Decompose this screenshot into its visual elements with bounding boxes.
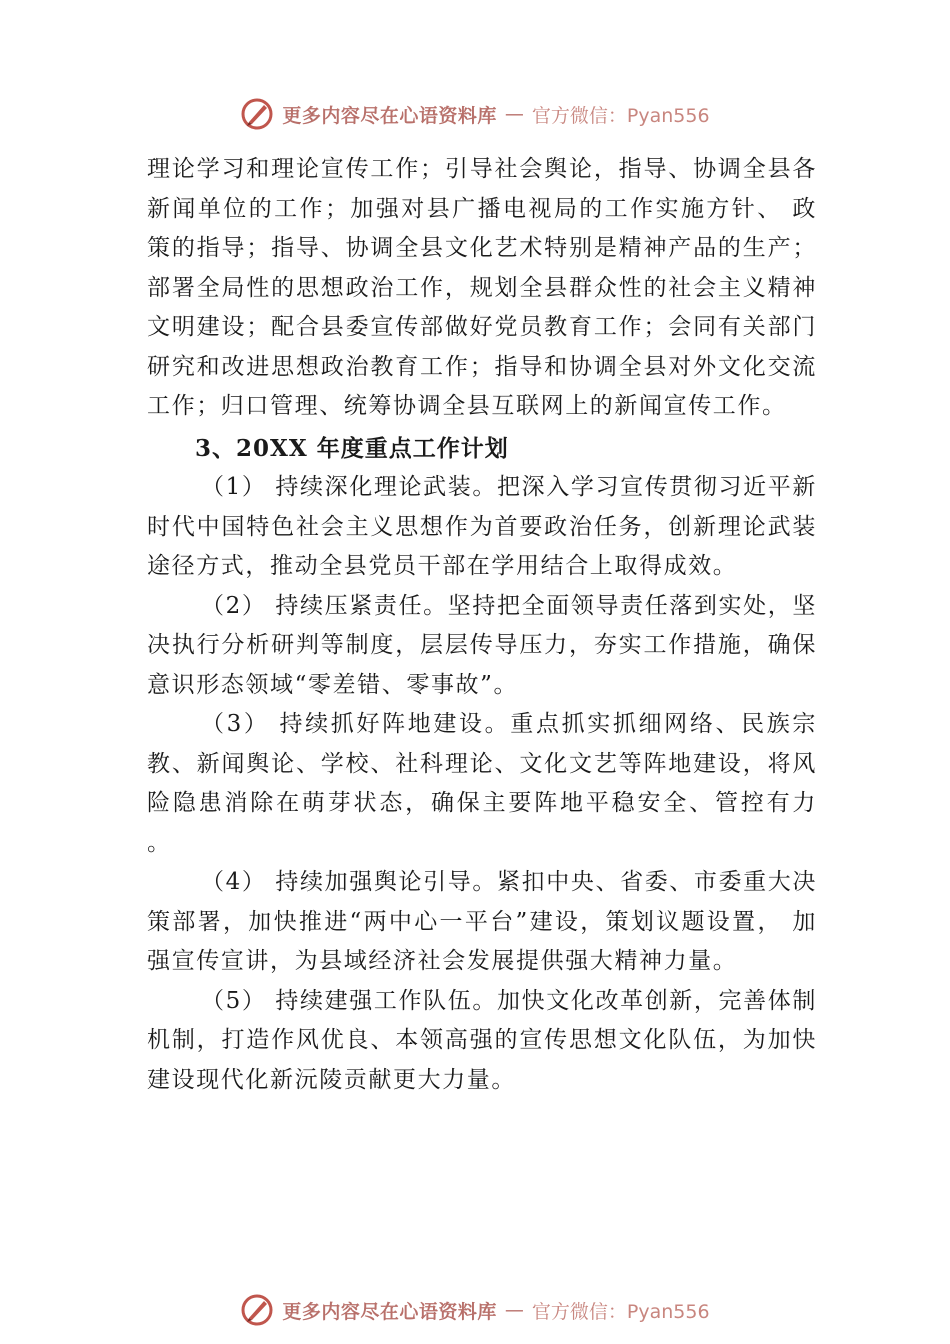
- plan-item-4: （4） 持续加强舆论引导。紧扣中央、省委、市委重大决策部署，加快推进“两中心一平台”建设，策划议题设置， 加强宣传宣讲，为县域经济社会发展提供强大精神力量。: [147, 869, 817, 974]
- document-body: [147, 150, 817, 1100]
- watermark-wechat-text: 官方微信：Pyan556: [531, 1300, 710, 1323]
- plan-item-5: （5） 持续建强工作队伍。加快文化改革创新，完善体制机制，打造作风优良、本领高强的宣传思想文化队伍，为加快建设现代化新沅陵贡献更大力量。: [147, 987, 817, 1093]
- watermark-wechat-text: 官方微信：Pyan556: [531, 104, 710, 127]
- pen-circle-logo-icon: [240, 97, 274, 131]
- footer-watermark: [0, 1290, 950, 1330]
- plan-item-2: （2） 持续压紧责任。坚持把全面领导责任落到实处，坚决执行分析研判等制度，层层传导压力，夯实工作措施，确保意识形态领域“零差错、零事故”。: [147, 592, 817, 698]
- watermark-dash: —: [504, 1299, 524, 1321]
- plan-item-3: （3） 持续抓好阵地建设。重点抓实抓细网络、民族宗教、新闻舆论、学校、社科理论、文化文艺等阵地建设，将风险隐患消除在萌芽状态，确保主要阵地平稳安全、管控有力 。: [147, 711, 817, 856]
- header-watermark: [0, 94, 950, 134]
- watermark-dash: —: [504, 103, 524, 125]
- section-heading: 3、20XX 年度重点工作计划: [195, 434, 509, 462]
- intro-paragraph: 理论学习和理论宣传工作；引导社会舆论，指导、协调全县各新闻单位的工作；加强对县广播电视局的工作实施方针、 政策的指导；指导、协调全县文化艺术特别是精神产品的生产；部署全局性的思想政治工作，规划全县群众性的社会主义精神文明建设；配合县委宣传部做好党员教育工作；会同有关部门研究和改进思想政治教育工作；指导和协调全县对外文化交流工作；归口管理、统筹协调全县互联网上的新闻宣传工作。: [147, 156, 817, 419]
- watermark-main-text: 更多内容尽在心语资料库: [282, 1300, 497, 1323]
- pen-circle-logo-icon: [240, 1293, 274, 1327]
- plan-item-1: （1） 持续深化理论武装。把深入学习宣传贯彻习近平新时代中国特色社会主义思想作为首要政治任务，创新理论武装途径方式，推动全县党员干部在学用结合上取得成效。: [147, 474, 817, 579]
- watermark-main-text: 更多内容尽在心语资料库: [282, 104, 497, 127]
